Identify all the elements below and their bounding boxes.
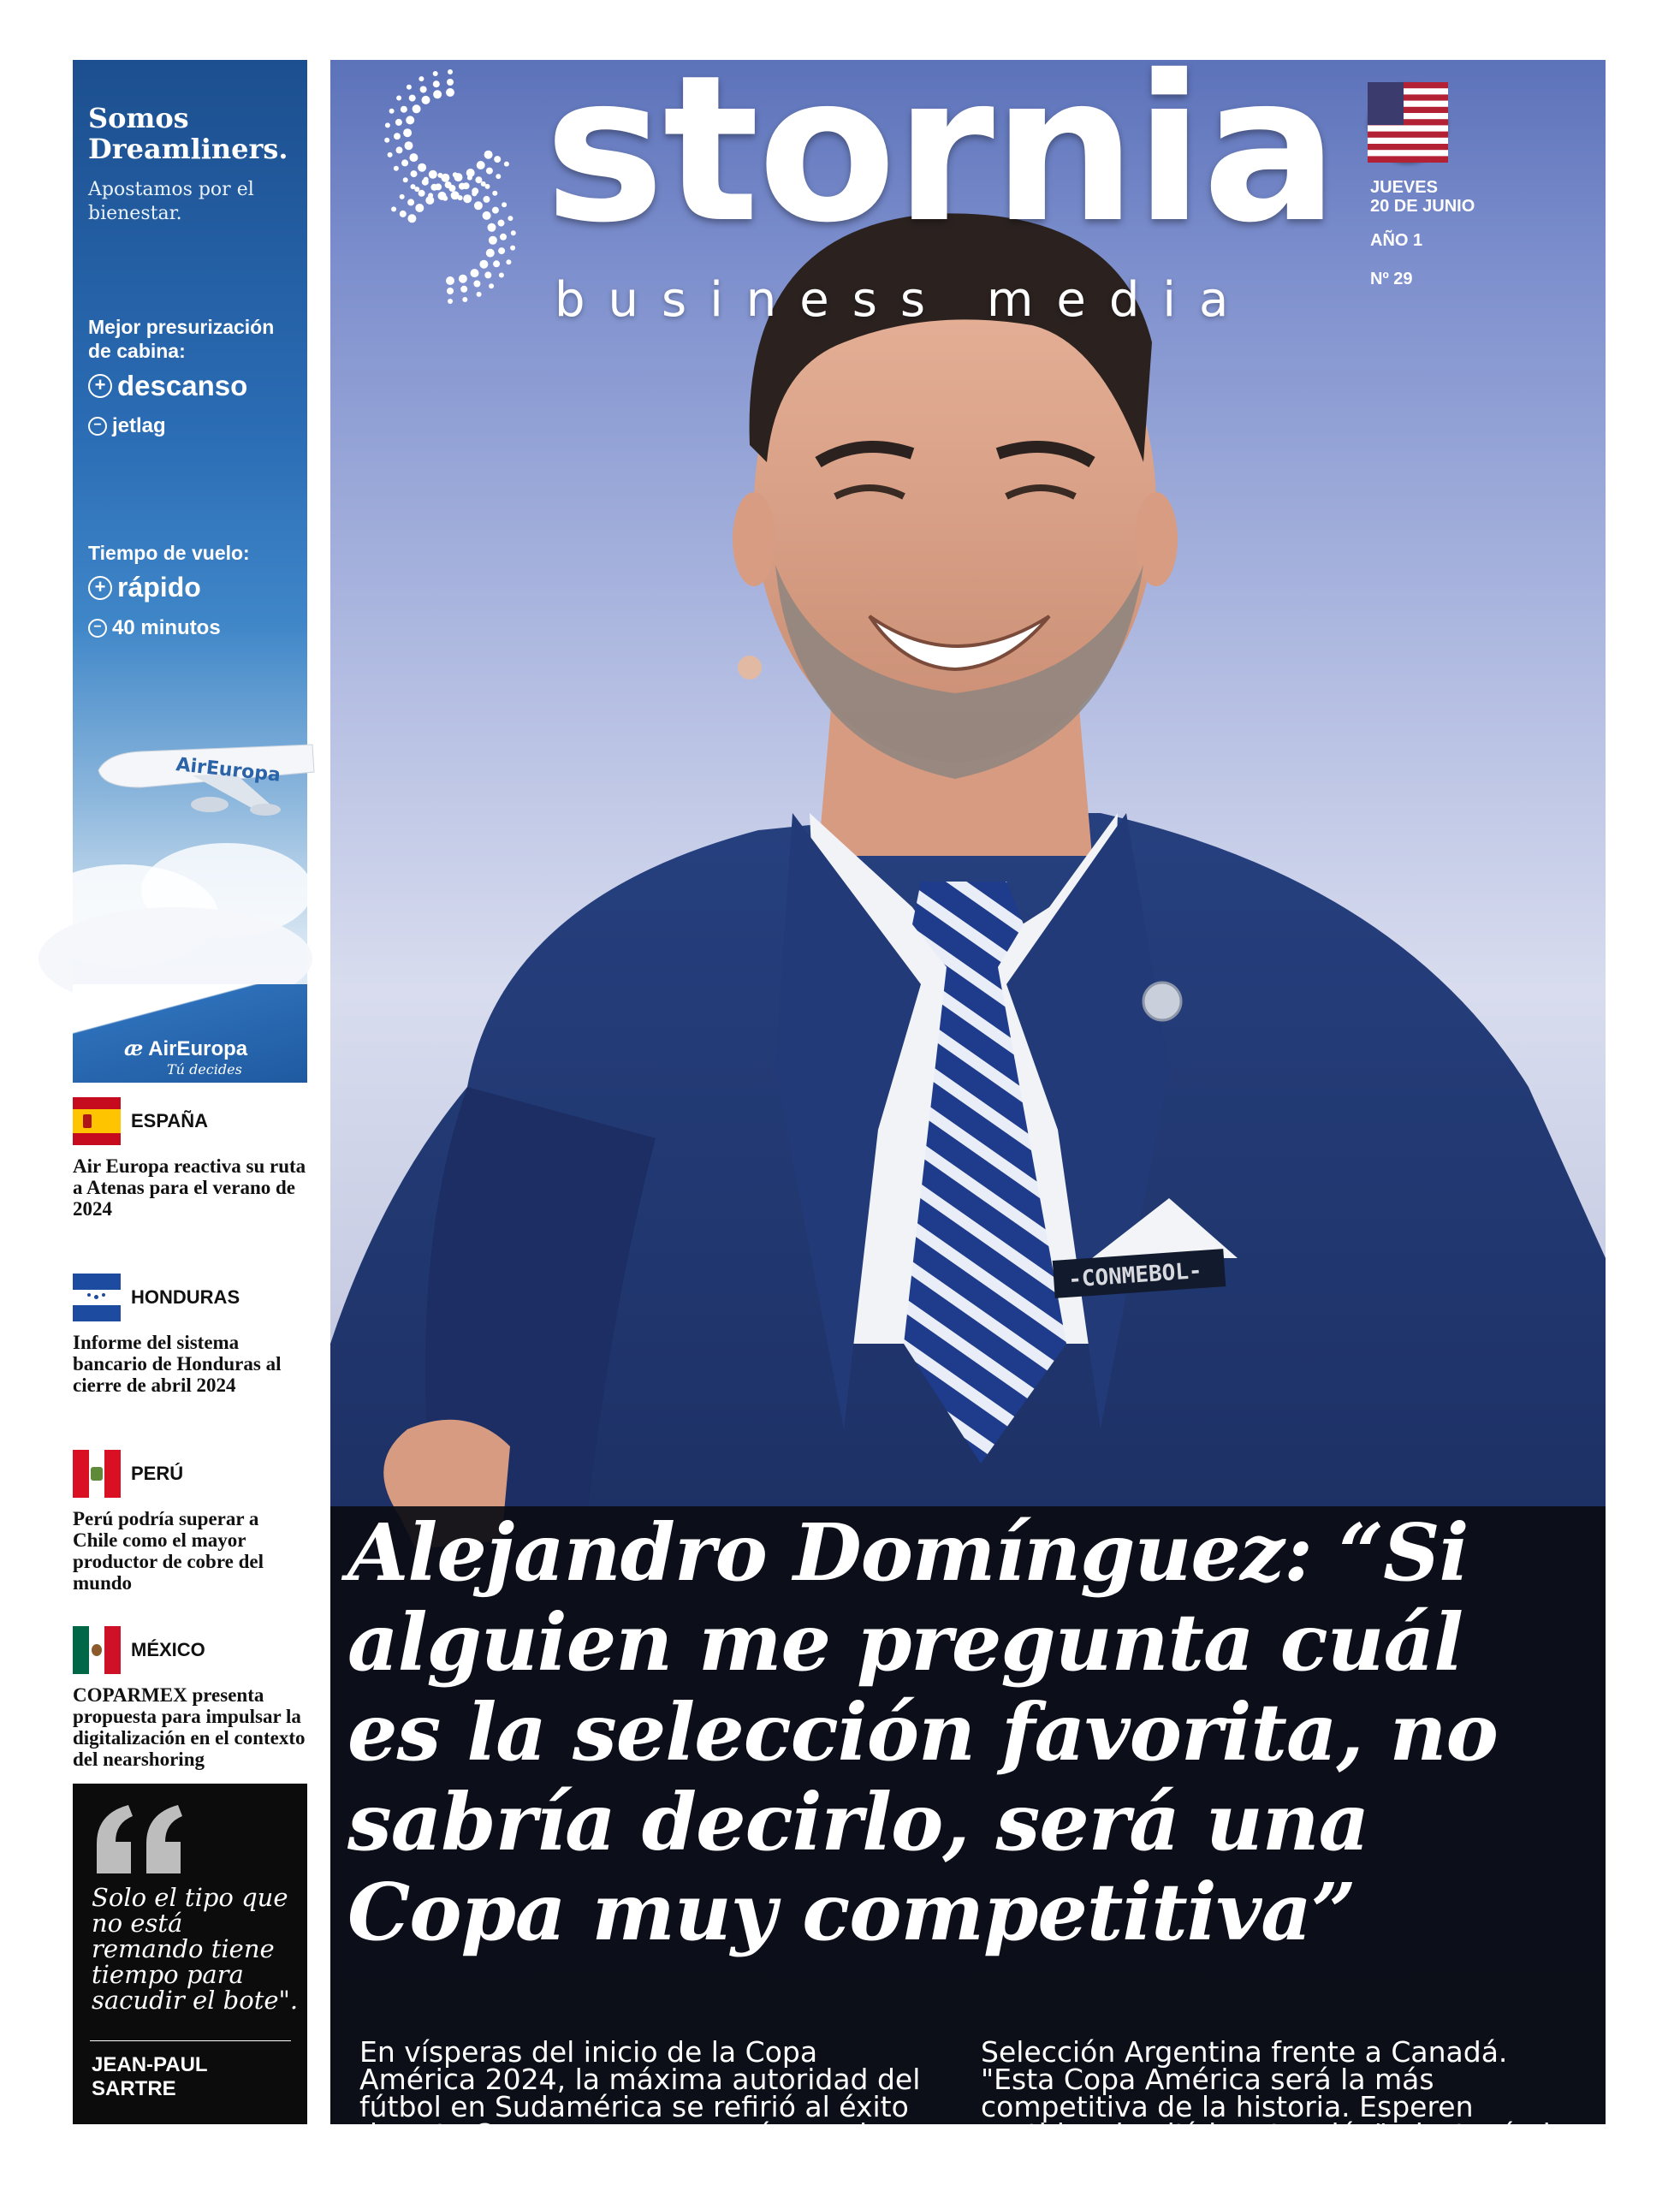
news-headline: Air Europa reactiva su ruta a Atenas para el verano de 2024 [73, 1155, 306, 1220]
cover-page [330, 32, 1606, 2178]
plus-icon: + [88, 374, 112, 398]
deck-column-1: En vísperas del inicio de la Copa América 2024, la máxima autoridad del fútbol en Sudamérica se refirió al éxito de esta Copa que comenzará con el debut de la [359, 2035, 921, 2178]
conmebol-badge: -CONMEBOL- [1067, 1257, 1203, 1293]
ad-block2-minus-text: 40 minutos [112, 616, 221, 639]
issue-number: Nº 29 [1370, 270, 1413, 288]
ad-block2-heading: Tiempo de vuelo: [88, 542, 250, 564]
peru-flag-icon [73, 1450, 121, 1498]
news-country: PERÚ [131, 1463, 184, 1484]
airline-logo-text: AirEuropa [148, 1037, 248, 1060]
ad-subtitle: Apostamos por el bienestar. [88, 179, 254, 224]
ad-block1-minus-text: jetlag [112, 414, 166, 437]
news-country: ESPAÑA [131, 1110, 209, 1131]
issue-date: 20 DE JUNIO [1370, 197, 1475, 216]
ad-block2-minus [88, 616, 221, 640]
news-item-honduras[interactable] [73, 1272, 307, 1396]
ad-title: Somos Dreamliners. [88, 102, 288, 165]
masthead-subbrand: business media [555, 272, 1252, 328]
mexico-flag-icon [73, 1626, 121, 1674]
ad-brand-footer [73, 984, 307, 1083]
news-item-mexico[interactable] [73, 1624, 307, 1770]
ad-block2-plus [88, 572, 201, 603]
honduras-flag-icon [73, 1274, 121, 1321]
issue-day: JUEVES [1370, 178, 1438, 197]
ad-block1-plus-text: descanso [117, 370, 248, 401]
minus-icon: − [88, 417, 107, 436]
news-headline: Informe del sistema bancario de Honduras al cierre de abril 2024 [73, 1332, 282, 1396]
quote-author: JEAN-PAUL SARTRE [92, 2053, 208, 2100]
deck-column-2: Selección Argentina frente a Canadá. "Esta Copa América será la más competitiva de la historia. Esperen partidos de altísima tensión", destacó el presidente de la Conmebol. [981, 2035, 1551, 2178]
news-item-spain[interactable] [73, 1096, 307, 1220]
ad-block1-heading: Mejor presurización de cabina: [88, 316, 275, 362]
ad-block2-plus-text: rápido [117, 572, 201, 603]
stornia-logo-icon [356, 75, 536, 298]
masthead-brand: stornia [544, 32, 1337, 267]
quote-text: Solo el tipo que no está remando tiene tiempo para sacudir el bote". [92, 1883, 299, 2015]
plane-livery-text: AirEuropa [175, 754, 282, 787]
issue-year: AÑO 1 [1370, 231, 1423, 250]
news-headline: Perú podría superar a Chile como el mayor productor de cobre del mundo [73, 1508, 264, 1594]
news-headline: COPARMEX presenta propuesta para impulsar la digitalización en el contexto del nearshoring [73, 1684, 306, 1770]
ad-block1-plus [88, 370, 247, 402]
airline-advertisement[interactable] [73, 60, 307, 1083]
quote-mark-icon [90, 1801, 193, 1878]
plus-icon: + [88, 576, 112, 600]
news-country: MÉXICO [131, 1639, 205, 1660]
airplane-image [90, 719, 321, 830]
airline-logo: æ AirEuropa [124, 1036, 248, 1060]
quote-box [73, 1784, 307, 2124]
news-country: HONDURAS [131, 1286, 240, 1308]
main-headline[interactable]: Alejandro Domínguez: “Si alguien me pregunta cuál es la selección favorita, no sabría decirlo, será una Copa muy competitiva” [347, 1506, 1498, 1958]
news-item-peru[interactable] [73, 1448, 307, 1594]
ad-block1-minus [88, 414, 166, 438]
quote-divider [90, 2040, 291, 2041]
usa-flag-icon [1368, 82, 1448, 163]
spain-flag-icon [73, 1097, 121, 1145]
airline-tagline: Tú decides [167, 1061, 242, 1078]
minus-icon: − [88, 619, 107, 638]
